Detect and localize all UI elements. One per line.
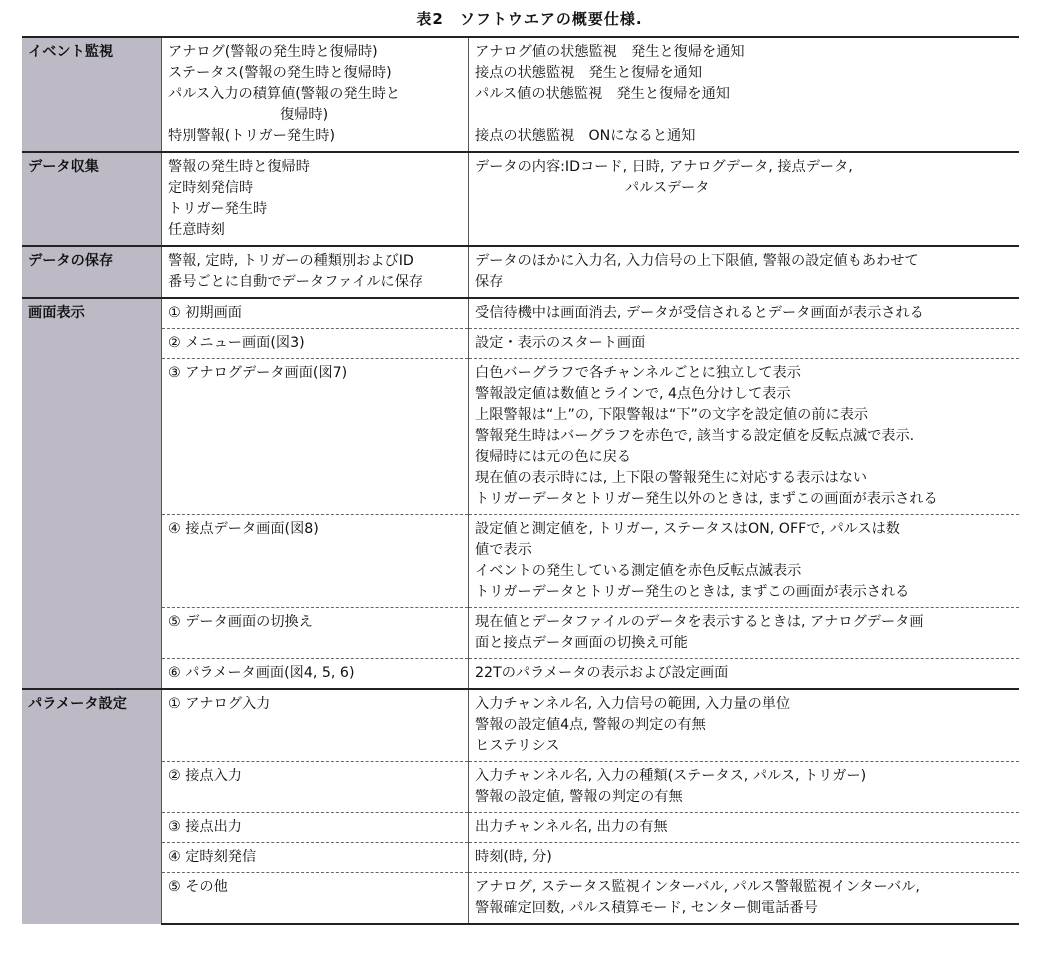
cell-line: データのほかに入力名, 入力信号の上下限値, 警報の設定値もあわせて xyxy=(475,253,919,269)
cell-line: 警報設定値は数値とラインで, 4点色分けして表示 xyxy=(475,386,791,402)
table-row xyxy=(22,608,1019,659)
cell-line: 任意時刻 xyxy=(168,222,225,238)
collect-descriptions xyxy=(469,152,1020,246)
table-row xyxy=(22,246,1019,298)
param-item: ① アナログ入力 xyxy=(162,689,469,762)
group-label-param: パラメータ設定 xyxy=(22,689,162,924)
cell-line: 接点の状態監視 発生と復帰を通知 xyxy=(475,65,703,81)
param-item: ⑤ その他 xyxy=(162,873,469,925)
param-description xyxy=(469,843,1020,873)
cell-line: イベントの発生している測定値を赤色反転点滅表示 xyxy=(475,563,802,579)
table-row xyxy=(22,515,1019,608)
cell-line: 設定・表示のスタート画面 xyxy=(475,335,646,351)
cell-line: 保存 xyxy=(475,274,504,290)
cell-line: 警報, 定時, トリガーの種類別およびID xyxy=(168,253,414,269)
screen-item: ⑥ パラメータ画面(図4, 5, 6) xyxy=(162,659,469,690)
event-items xyxy=(162,37,469,152)
cell-line: トリガー発生時 xyxy=(168,201,268,217)
table-row xyxy=(22,689,1019,762)
screen-description xyxy=(469,329,1020,359)
cell-line: 復帰時) xyxy=(280,107,329,123)
group-label-screen: 画面表示 xyxy=(22,298,162,689)
cell-line: 警報発生時はバーグラフを赤色で, 該当する設定値を反転点滅で表示. xyxy=(475,428,915,444)
cell-line: アナログ, ステータス監視インターバル, パルス警報監視インターバル, xyxy=(475,879,920,895)
cell-line: 警報の発生時と復帰時 xyxy=(168,159,310,175)
cell-line: 警報の設定値4点, 警報の判定の有無 xyxy=(475,717,706,733)
screen-item: ① 初期画面 xyxy=(162,298,469,329)
param-description xyxy=(469,689,1020,762)
table-row xyxy=(22,762,1019,813)
group-label-event: イベント監視 xyxy=(22,37,162,152)
screen-item: ② メニュー画面(図3) xyxy=(162,329,469,359)
collect-items xyxy=(162,152,469,246)
cell-line: 上限警報は“上”の, 下限警報は“下”の文字を設定値の前に表示 xyxy=(475,407,869,423)
param-item: ② 接点入力 xyxy=(162,762,469,813)
cell-line: アナログ値の状態監視 発生と復帰を通知 xyxy=(475,44,745,60)
table-row xyxy=(22,843,1019,873)
cell-line: 警報確定回数, パルス積算モード, センター側電話番号 xyxy=(475,900,818,916)
table-row xyxy=(22,152,1019,246)
cell-line: 入力チャンネル名, 入力の種類(ステータス, パルス, トリガー) xyxy=(475,768,867,784)
group-label-save: データの保存 xyxy=(22,246,162,298)
cell-line: ステータス(警報の発生時と復帰時) xyxy=(168,65,392,81)
cell-line: 出力チャンネル名, 出力の有無 xyxy=(475,819,668,835)
screen-description xyxy=(469,608,1020,659)
param-description xyxy=(469,813,1020,843)
cell-line: パルス入力の積算値(警報の発生時と xyxy=(168,86,401,102)
param-item: ③ 接点出力 xyxy=(162,813,469,843)
cell-line: データの内容:IDコード, 日時, アナログデータ, 接点データ, xyxy=(475,159,853,175)
cell-line: トリガーデータとトリガー発生以外のときは, まずこの画面が表示される xyxy=(475,491,938,507)
screen-description xyxy=(469,298,1020,329)
cell-line: 復帰時には元の色に戻る xyxy=(475,449,632,465)
table-row xyxy=(22,329,1019,359)
table-row xyxy=(22,298,1019,329)
screen-item: ④ 接点データ画面(図8) xyxy=(162,515,469,608)
cell-line: パルス値の状態監視 発生と復帰を通知 xyxy=(475,86,730,102)
cell-line: 面と接点データ画面の切換え可能 xyxy=(475,635,688,651)
cell-line: 値で表示 xyxy=(475,542,532,558)
screen-item: ③ アナログデータ画面(図7) xyxy=(162,359,469,515)
screen-description xyxy=(469,659,1020,690)
cell-line: 現在値とデータファイルのデータを表示するときは, アナログデータ画 xyxy=(475,614,924,630)
cell-line: 警報の設定値, 警報の判定の有無 xyxy=(475,789,683,805)
cell-line: 入力チャンネル名, 入力信号の範囲, 入力量の単位 xyxy=(475,696,791,712)
event-descriptions xyxy=(469,37,1020,152)
save-items xyxy=(162,246,469,298)
cell-line: ヒステリシス xyxy=(475,738,560,754)
table-caption: 表2 ソフトウエアの概要仕様. xyxy=(416,10,643,28)
cell-line: 受信待機中は画面消去, データが受信されるとデータ画面が表示される xyxy=(475,305,924,321)
table-row xyxy=(22,359,1019,515)
screen-description xyxy=(469,515,1020,608)
save-descriptions xyxy=(469,246,1020,298)
screen-description xyxy=(469,359,1020,515)
param-item: ④ 定時刻発信 xyxy=(162,843,469,873)
cell-line: 定時刻発信時 xyxy=(168,180,254,196)
cell-line: 特別警報(トリガー発生時) xyxy=(168,128,335,144)
param-description xyxy=(469,873,1020,925)
table-row xyxy=(22,37,1019,152)
cell-line: 白色バーグラフで各チャンネルごとに独立して表示 xyxy=(475,365,801,381)
group-label-collect: データ収集 xyxy=(22,152,162,246)
cell-line: 接点の状態監視 ONになると通知 xyxy=(475,128,696,144)
table-row xyxy=(22,873,1019,925)
cell-line: 番号ごとに自動でデータファイルに保存 xyxy=(168,274,424,290)
screen-item: ⑤ データ画面の切換え xyxy=(162,608,469,659)
table-row xyxy=(22,659,1019,690)
param-description xyxy=(469,762,1020,813)
cell-line: アナログ(警報の発生時と復帰時) xyxy=(168,44,378,60)
cell-line: 時刻(時, 分) xyxy=(475,849,552,865)
cell-line: パルスデータ xyxy=(625,180,710,196)
cell-line: トリガーデータとトリガー発生のときは, まずこの画面が表示される xyxy=(475,584,910,600)
cell-line: 設定値と測定値を, トリガー, ステータスはON, OFFで, パルスは数 xyxy=(475,521,900,537)
cell-line: 22Tのパラメータの表示および設定画面 xyxy=(475,665,729,681)
software-spec-table xyxy=(22,36,1019,925)
cell-line: 現在値の表示時には, 上下限の警報発生に対応する表示はない xyxy=(475,470,868,486)
table-row xyxy=(22,813,1019,843)
